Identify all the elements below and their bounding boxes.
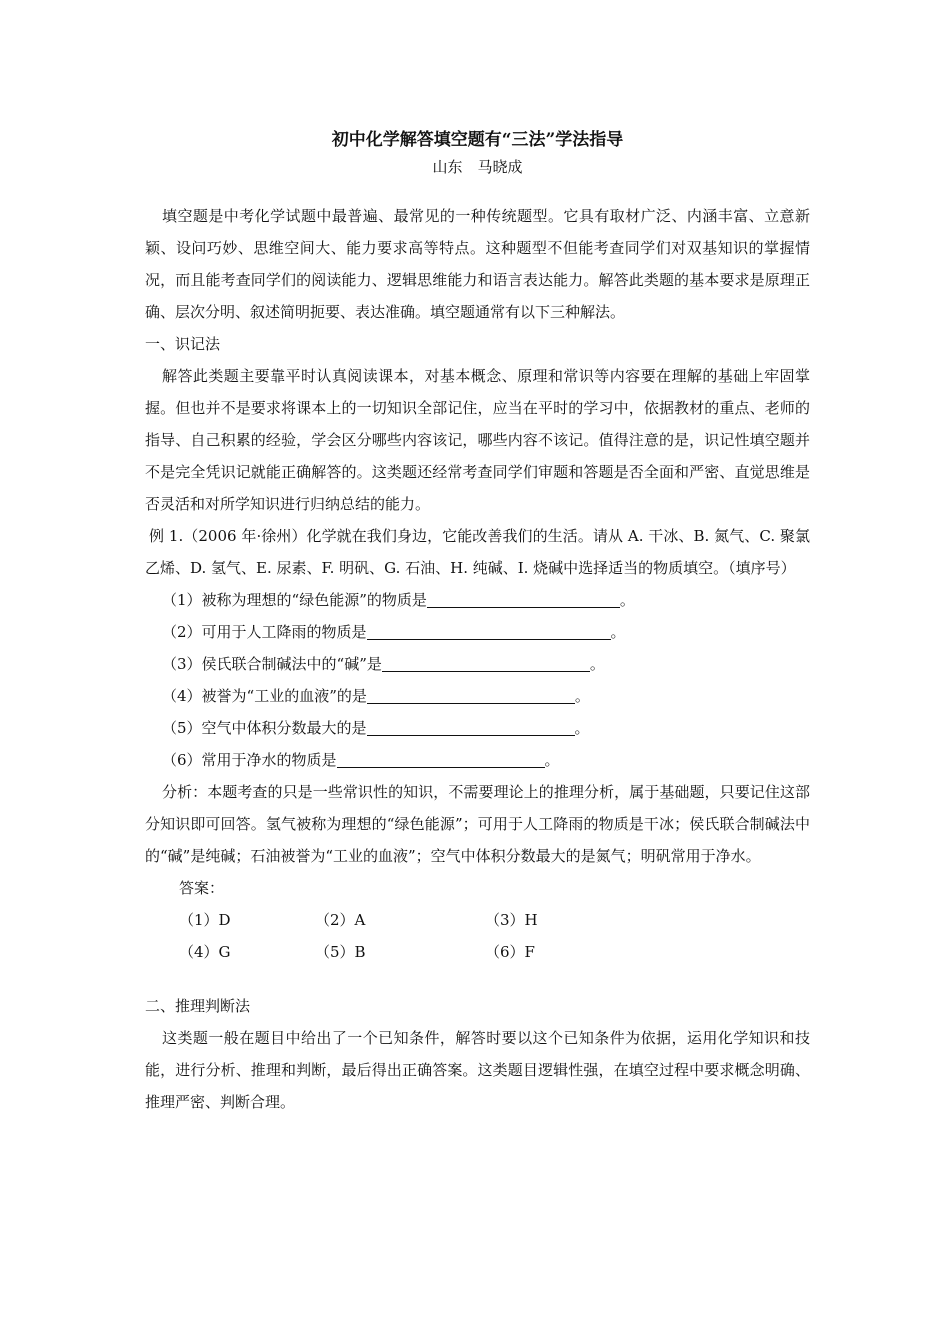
example-1: 例 1.（2006 年·徐州）化学就在我们身边，它能改善我们的生活。请从 A. 干冰、B. 氮气、C. 聚氯乙烯、D. 氢气、E. 尿素、F. 明矾、G. 石油、H. 纯碱、I. 烧碱中选择适当的物质填空。（填序号） (145, 527, 810, 577)
document-page (145, 126, 810, 1118)
answer-item: （4）G (179, 943, 231, 961)
answer-blank (367, 621, 611, 640)
analysis-paragraph: 分析：本题考查的只是一些常识性的知识，不需要理论上的推理分析，属于基础题，只要记住这部分知识即可回答。氢气被称为理想的“绿色能源”；可用于人工降雨的物质是干冰；侯氏联合制碱法中的“碱”是纯碱；石油被誉为“工业的血液”；空气中体积分数最大的是氮气；明矾常用于净水。 (145, 783, 810, 865)
author-line: 山东 马晓成 (432, 158, 523, 176)
question-2: （2）可用于人工降雨的物质是 。 (162, 623, 626, 641)
question-6: （6）常用于净水的物质是 。 (162, 751, 560, 769)
answer-item: （1）D (179, 911, 231, 929)
answer-label: 答案： (179, 879, 225, 897)
answer-blank (427, 589, 620, 608)
answer-item: （5）B (315, 943, 366, 961)
question-4: （4）被誉为“工业的血液”的是 。 (162, 687, 590, 705)
section1-heading: 一、识记法 (145, 335, 221, 353)
section2-heading: 二、推理判断法 (145, 997, 251, 1015)
answer-blank (382, 653, 590, 672)
answer-item: （3）H (485, 911, 538, 929)
section2-body: 这类题一般在题目中给出了一个已知条件，解答时要以这个已知条件为依据，运用化学知识和技能，进行分析、推理和判断，最后得出正确答案。这类题目逻辑性强，在填空过程中要求概念明确、推理严密、判断合理。 (145, 1029, 810, 1111)
section1-body: 解答此类题主要靠平时认真阅读课本，对基本概念、原理和常识等内容要在理解的基础上牢固掌握。但也并不是要求将课本上的一切知识全部记住，应当在平时的学习中，依据教材的重点、老师的指导、自己积累的经验，学会区分哪些内容该记，哪些内容不该记。值得注意的是，识记性填空题并不是完全凭识记就能正确解答的。这类题还经常考查同学们审题和答题是否全面和严密、直觉思维是否灵活和对所学知识进行归纳总结的能力。 (145, 367, 810, 513)
question-5: （5）空气中体积分数最大的是 。 (162, 719, 590, 737)
answer-row (145, 904, 810, 936)
document-title: 初中化学解答填空题有“三法”学法指导 (331, 130, 624, 150)
answer-row (145, 936, 810, 968)
answer-blank (367, 717, 575, 736)
answer-blank (337, 749, 545, 768)
intro-paragraph: 填空题是中考化学试题中最普遍、最常见的一种传统题型。它具有取材广泛、内涵丰富、立意新颖、设问巧妙、思维空间大、能力要求高等特点。这种题型不但能考查同学们对双基知识的掌握情况，而且能考查同学们的阅读能力、逻辑思维能力和语言表达能力。解答此类题的基本要求是原理正确、层次分明、叙述简明扼要、表达准确。填空题通常有以下三种解法。 (145, 207, 810, 321)
question-3: （3）侯氏联合制碱法中的“碱”是 。 (162, 655, 605, 673)
question-1: （1）被称为理想的“绿色能源”的物质是 。 (162, 591, 635, 609)
answer-blank (367, 685, 575, 704)
answer-item: （2）A (315, 911, 366, 929)
answer-item: （6）F (485, 943, 535, 961)
